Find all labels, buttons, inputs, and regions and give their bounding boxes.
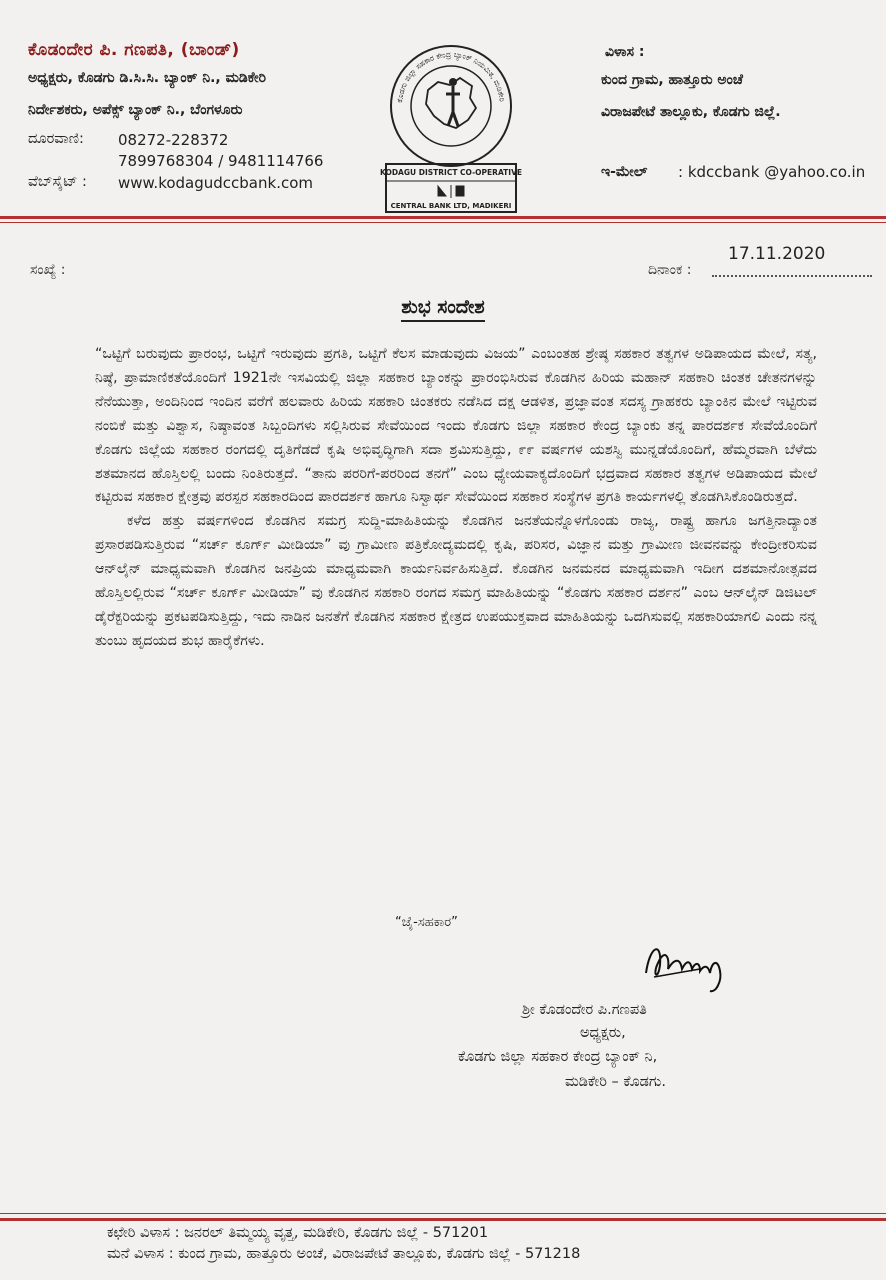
address-label: ವಿಳಾಸ : bbox=[605, 44, 645, 60]
signature-icon bbox=[640, 935, 736, 995]
letter-title-text: ಶುಭ ಸಂದೇಶ bbox=[401, 296, 484, 322]
phone-label: ದೂರವಾಣಿ: bbox=[28, 131, 84, 147]
letter-body bbox=[95, 343, 817, 654]
letterhead-designation-2: ನಿರ್ದೇಶಕರು, ಅಪೆಕ್ಸ್ ಬ್ಯಾಂಕ್ ನಿ., ಬೆಂಗಳೂರು bbox=[28, 102, 243, 118]
footer-home-address: ಮನೆ ವಿಳಾಸ : ಕುಂದ ಗ್ರಾಮ, ಹಾತ್ತೂರು ಅಂಚೆ, ವಿರಾಜಪೇಟೆ ತಾಲ್ಲೂಕು, ಕೊಡಗು ಜಿಲ್ಲೆ - 571218 bbox=[107, 1246, 581, 1262]
website-link: www.kodagudccbank.com bbox=[118, 174, 313, 192]
letterhead-name: ಕೊಡಂದೇರ ಪಿ. ಗಣಪತಿ, (ಬಾಂಡ್) bbox=[28, 40, 240, 60]
website-label: ವೆಬ್‌ಸೈಟ್ : bbox=[28, 174, 87, 190]
logo-text-line1: KODAGU DISTRICT CO-OPERATIVE bbox=[379, 168, 523, 177]
phone-number-2: 7899768304 / 9481114766 bbox=[118, 152, 324, 170]
signature bbox=[640, 935, 736, 995]
footer-divider-thin bbox=[0, 1213, 886, 1214]
header-divider bbox=[0, 216, 886, 219]
signatory-designation: ಅಧ್ಯಕ್ಷರು, bbox=[580, 1025, 626, 1041]
reference-number-label: ಸಂಖ್ಯೆ : bbox=[30, 262, 66, 278]
bank-seal-icon bbox=[376, 38, 526, 216]
footer-divider bbox=[0, 1218, 886, 1221]
logo-text-line2: CENTRAL BANK LTD, MADIKERI bbox=[390, 202, 512, 210]
date-value: 17.11.2020 bbox=[728, 244, 826, 264]
bank-logo bbox=[376, 38, 526, 216]
date-dotted-line bbox=[712, 275, 872, 277]
date-label: ದಿನಾಂಕ : bbox=[648, 262, 692, 278]
footer-office-address: ಕಛೇರಿ ವಿಳಾಸ : ಜನರಲ್ ತಿಮ್ಮಯ್ಯ ವೃತ್ತ, ಮಡಿಕೇರಿ, ಕೊಡಗು ಜಿಲ್ಲೆ - 571201 bbox=[107, 1225, 489, 1241]
closing-motto: “ಜೈ-ಸಹಕಾರ” bbox=[395, 915, 458, 930]
signatory-bank: ಕೊಡಗು ಜಿಲ್ಲಾ ಸಹಕಾರ ಕೇಂದ್ರ ಬ್ಯಾಂಕ್ ನಿ, bbox=[458, 1049, 658, 1065]
address-line-2: ವಿರಾಜಪೇಟೆ ತಾಲ್ಲೂಕು, ಕೊಡಗು ಜಿಲ್ಲೆ. bbox=[601, 104, 781, 120]
body-paragraph-2: ಕಳೆದ ಹತ್ತು ವರ್ಷಗಳಿಂದ ಕೊಡಗಿನ ಸಮಗ್ರ ಸುದ್ದಿ-ಮಾಹಿತಿಯನ್ನು ಕೊಡಗಿನ ಜನತೆಯನ್ನೊಳಗೊಂಡು ರಾಜ್ಯ, ರಾಷ್ಟ್ರ ಹಾಗೂ ಜಗತ್ತಿನಾದ್ಯಾಂತ ಪ್ರಸಾರಪಡಿಸುತ್ತಿರುವ “ಸರ್ಚ್ ಕೂರ್ಗ್ ಮೀಡಿಯಾ” ವು ಗ್ರಾಮೀಣ ಪತ್ರಿಕೋದ್ಯಮದಲ್ಲಿ ಕೃಷಿ, ಪರಿಸರ, ವಿಜ್ಞಾನ ಮತ್ತು ಗ್ರಾಮೀಣ ಜೀವನವನ್ನು ಕೇಂದ್ರೀಕರಿಸುವ ಆನ್‌ಲೈನ್ ಮಾಧ್ಯಮವಾಗಿ ಕೊಡಗಿನ ಜನಪ್ರಿಯ ಮಾಧ್ಯಮವಾಗಿ ಕಾರ್ಯನಿರ್ವಹಿಸುತ್ತಿದೆ. ಕೊಡಗಿನ ಜನಮನದ ಮಾಧ್ಯಮವಾಗಿ ಇದೀಗ ದಶಮಾನೋತ್ಸವದ ಹೊಸ್ತಿಲಲ್ಲಿರುವ “ಸರ್ಚ್ ಕೂರ್ಗ್ ಮೀಡಿಯಾ” ವು ಕೊಡಗಿನ ಸಹಕಾರಿ ರಂಗದ ಸಮಗ್ರ ಮಾಹಿತಿಯನ್ನು “ಕೊಡಗು ಸಹಕಾರ ದರ್ಶನ” ಎಂಬ ಆನ್‌ಲೈನ್ ಡಿಜಿಟಲ್ ಡೈರೆಕ್ಟರಿಯನ್ನು ಪ್ರಕಟಪಡಿಸುತ್ತಿದ್ದು, ಇದು ನಾಡಿನ ಜನತೆಗೆ ಕೊಡಗಿನ ಸಹಕಾರ ಕ್ಷೇತ್ರದ ಉಪಯುಕ್ತವಾದ ಮಾಹಿತಿಯನ್ನು ಒದಗಿಸುವಲ್ಲಿ ಸಹಕಾರಿಯಾಗಲಿ ಎಂದು ನನ್ನ ತುಂಬು ಹೃದಯದ ಶುಭ ಹಾರೈಕೆಗಳು. bbox=[95, 513, 817, 649]
address-line-1: ಕುಂದ ಗ್ರಾಮ, ಹಾತ್ತೂರು ಅಂಚೆ bbox=[601, 72, 743, 88]
signatory-place: ಮಡಿಕೇರಿ – ಕೊಡಗು. bbox=[565, 1074, 666, 1090]
email-address: : kdccbank @yahoo.co.in bbox=[678, 163, 866, 181]
header-divider-thin bbox=[0, 222, 886, 223]
signatory-name: ಶ್ರೀ ಕೊಡಂದೇರ ಪಿ.ಗಣಪತಿ bbox=[522, 1002, 647, 1018]
body-paragraph-1: “ಒಟ್ಟಿಗೆ ಬರುವುದು ಪ್ರಾರಂಭ, ಒಟ್ಟಿಗೆ ಇರುವುದು ಪ್ರಗತಿ, ಒಟ್ಟಿಗೆ ಕೆಲಸ ಮಾಡುವುದು ವಿಜಯ” ಎಂಬಂತಹ ಶ್ರೇಷ್ಠ ಸಹಕಾರ ತತ್ವಗಳ ಅಡಿಪಾಯದ ಮೇಲೆ, ಸತ್ಯ, ನಿಷ್ಠೆ, ಪ್ರಾಮಾಣಿಕತೆಯೊಂದಿಗೆ 1921ನೇ ಇಸವಿಯಲ್ಲಿ ಜಿಲ್ಲಾ ಸಹಕಾರ ಬ್ಯಾಂಕನ್ನು ಪ್ರಾರಂಭಿಸಿರುವ ಕೊಡಗಿನ ಹಿರಿಯ ಮಹಾನ್ ಸಹಕಾರಿ ಚಿಂತಕ ಚೇತನಗಳನ್ನು ನೆನೆಯುತ್ತಾ, ಅಂದಿನಿಂದ ಇಂದಿನ ವರೆಗೆ ಹಲವಾರು ಹಿರಿಯ ಸಹಕಾರಿ ಚಿಂತಕರು ನಡೆಸಿದ ದಕ್ಷ ಆಡಳಿತ, ಪ್ರಜ್ಞಾವಂತ ಸದಸ್ಯ ಗ್ರಾಹಕರು ಬ್ಯಾಂಕಿನ ಮೇಲೆ ಇಟ್ಟಿರುವ ನಂಬಿಕೆ ಮತ್ತು ವಿಶ್ವಾಸ, ನಿಷ್ಠಾವಂತ ಸಿಬ್ಬಂದಿಗಳು ಸಲ್ಲಿಸಿರುವ ಸೇವೆಯಿಂದ ಇಂದು ಕೊಡಗು ಜಿಲ್ಲಾ ಸಹಕಾರ ಕೇಂದ್ರ ಬ್ಯಾಂಕು ತನ್ನ ಪಾರದರ್ಶಕ ಸೇವೆಯೊಂದಿಗೆ ಕೊಡಗು ಜಿಲ್ಲೆಯ ಸಹಕಾರ ರಂಗದಲ್ಲಿ ದೃತಿಗೆಡದೆ ಕೃಷಿ ಅಭಿವೃದ್ಧಿಗಾಗಿ ಸದಾ ಶ್ರಮಿಸುತ್ತಿದ್ದು, ೯೯ ವರ್ಷಗಳ ಯಶಸ್ವಿ ಮುನ್ನಡೆಯೊಂದಿಗೆ, ಹೆಮ್ಮರವಾಗಿ ಬೆಳೆದು ಶತಮಾನದ ಹೊಸ್ತಿಲಲ್ಲಿ ಬಂದು ನಿಂತಿರುತ್ತದೆ. “ತಾನು ಪರರಿಗೆ-ಪರರಿಂದ ತನಗೆ” ಎಂಬ ಧ್ಯೇಯವಾಕ್ಯದೊಂದಿಗೆ ಭದ್ರವಾದ ಸಹಕಾರ ತತ್ವಗಳ ಅಡಿಪಾಯದ ಮೇಲೆ ಕಟ್ಟಿರುವ ಸಹಕಾರ ಕ್ಷೇತ್ರವು ಪರಸ್ಪರ ಸಹಕಾರದಿಂದ ಪಾರದರ್ಶಕ ಹಾಗೂ ನಿಸ್ವಾರ್ಥ ಸೇವೆಯಿಂದ ಸಹಕಾರ ಸಂಸ್ಥೆಗಳ ಪ್ರಗತಿ ಕಾರ್ಯಗಳಲ್ಲಿ ತೊಡಗಿಸಿಕೊಂಡಿರುತ್ತದೆ. bbox=[95, 346, 817, 506]
phone-number-1: 08272-228372 bbox=[118, 131, 229, 149]
letter-title bbox=[0, 296, 886, 318]
email-label: ಇ-ಮೇಲ್ bbox=[601, 164, 648, 180]
letterhead-designation-1: ಅಧ್ಯಕ್ಷರು, ಕೊಡಗು ಡಿ.ಸಿ.ಸಿ. ಬ್ಯಾಂಕ್ ನಿ., ಮಡಿಕೇರಿ bbox=[28, 70, 267, 86]
logo-arc-text: ಕೊಡಗು ಜಿಲ್ಲಾ ಸಹಕಾರ ಕೇಂದ್ರ ಬ್ಯಾಂಕ್ ನಿಯಮಿತ, ಮಡಿಕೇರಿ bbox=[394, 49, 507, 104]
